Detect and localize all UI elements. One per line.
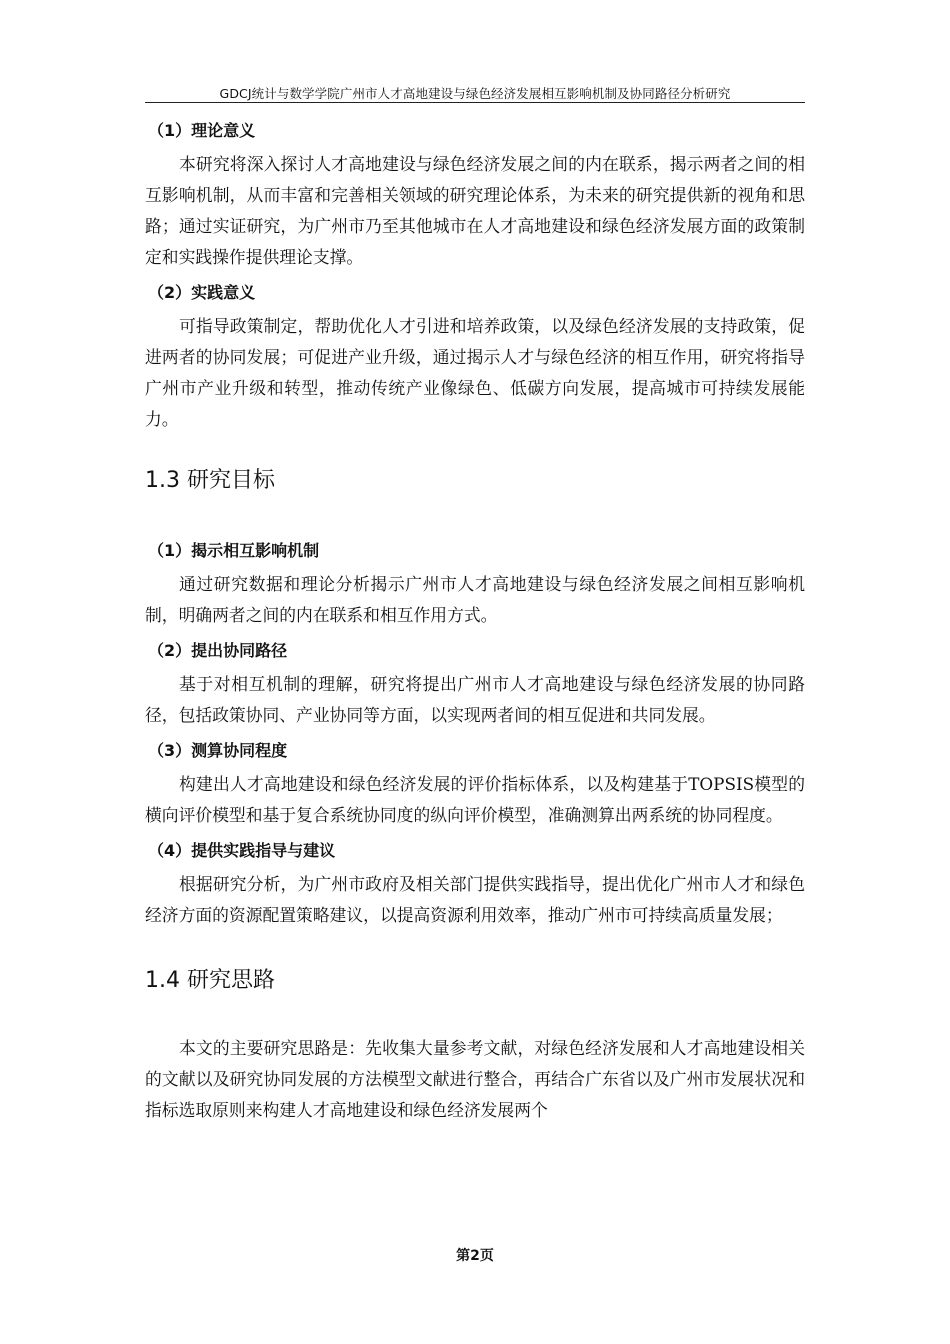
running-header: GDCJ统计与数学学院广州市人才高地建设与绿色经济发展相互影响机制及协同路径分析研究 <box>219 86 731 101</box>
goal-3-heading: （3）测算协同程度 <box>148 741 288 760</box>
goal-1-heading: （1）揭示相互影响机制 <box>148 541 320 560</box>
goal-2-heading: （2）提出协同路径 <box>148 641 288 660</box>
goal-4-heading: （4）提供实践指导与建议 <box>148 841 336 860</box>
goal-3-paragraph: 构建出人才高地建设和绿色经济发展的评价指标体系，以及构建基于TOPSIS模型的横向评价模型和基于复合系统协同度的纵向评价模型，准确测算出两系统的协同程度。 <box>145 774 805 825</box>
goal-4-paragraph: 根据研究分析，为广州市政府及相关部门提供实践指导，提出优化广州市人才和绿色经济方面的资源配置策略建议，以提高资源利用效率，推动广州市可持续高质量发展； <box>145 874 805 925</box>
section-1-3-title: 1.3 研究目标 <box>145 468 275 493</box>
theory-significance-paragraph: 本研究将深入探讨人才高地建设与绿色经济发展之间的内在联系，揭示两者之间的相互影响机制，从而丰富和完善相关领域的研究理论体系，为未来的研究提供新的视角和思路；通过实证研究，为广州市乃至其他城市在人才高地建设和绿色经济发展方面的政策制定和实践操作提供理论支撑。 <box>145 154 805 267</box>
goal-2-paragraph: 基于对相互机制的理解，研究将提出广州市人才高地建设与绿色经济发展的协同路径，包括政策协同、产业协同等方面，以实现两者间的相互促进和共同发展。 <box>145 674 805 725</box>
research-approach-paragraph: 本文的主要研究思路是：先收集大量参考文献，对绿色经济发展和人才高地建设相关的文献以及研究协同发展的方法模型文献进行整合，再结合广东省以及广州市发展状况和指标选取原则来构建人才高地建设和绿色经济发展两个 <box>145 1038 805 1120</box>
page-number: 第2页 <box>456 1248 494 1264</box>
theory-significance-heading: （1）理论意义 <box>148 121 256 140</box>
practice-significance-heading: （2）实践意义 <box>148 283 256 302</box>
goal-1-paragraph: 通过研究数据和理论分析揭示广州市人才高地建设与绿色经济发展之间相互影响机制，明确两者之间的内在联系和相互作用方式。 <box>145 574 805 625</box>
header-rule <box>145 102 805 103</box>
section-1-4-title: 1.4 研究思路 <box>145 968 275 993</box>
page-body <box>145 114 805 1129</box>
practice-significance-paragraph: 可指导政策制定，帮助优化人才引进和培养政策，以及绿色经济发展的支持政策，促进两者的协同发展；可促进产业升级，通过揭示人才与绿色经济的相互作用，研究将指导广州市产业升级和转型，推动传统产业像绿色、低碳方向发展，提高城市可持续发展能力。 <box>145 316 805 429</box>
